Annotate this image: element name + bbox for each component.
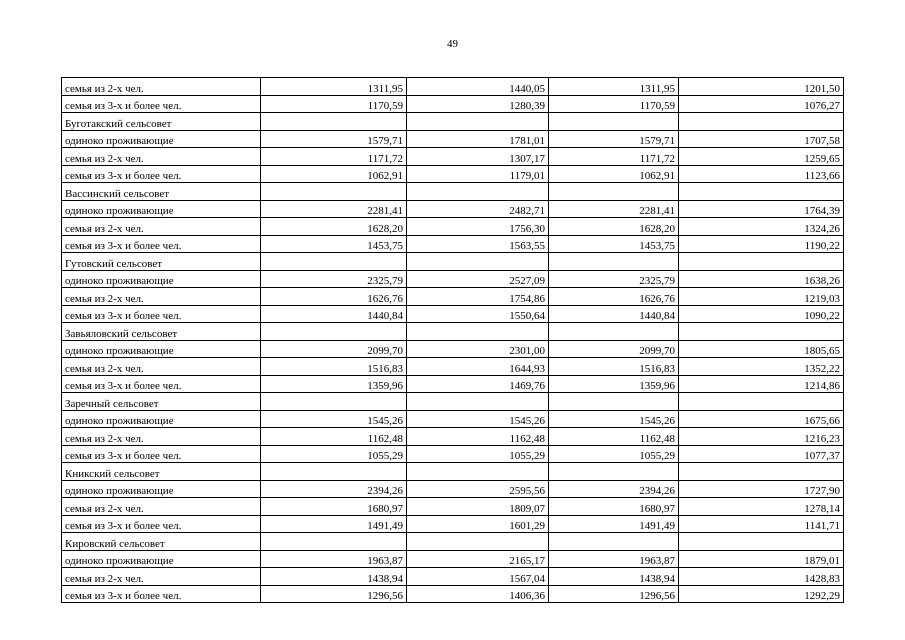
row-label: Кировский сельсовет [62, 533, 261, 551]
value-cell-col-1: 1311,95 [261, 78, 407, 96]
row-label: семья из 3-х и более чел. [62, 375, 261, 393]
table-row [62, 515, 844, 533]
value-cell-col-4: 1727,90 [679, 480, 844, 498]
value-cell-col-4 [679, 323, 844, 341]
row-label: семья из 2-х чел. [62, 568, 261, 586]
row-label: семья из 2-х чел. [62, 288, 261, 306]
table-row [62, 148, 844, 166]
row-label: Вассинский сельсовет [62, 183, 261, 201]
value-cell-col-4: 1076,27 [679, 95, 844, 113]
value-cell-col-3: 1438,94 [549, 568, 679, 586]
value-cell-col-2: 1179,01 [407, 165, 549, 183]
value-cell-col-2: 2595,56 [407, 480, 549, 498]
value-cell-col-4: 1805,65 [679, 340, 844, 358]
value-cell-col-4: 1090,22 [679, 305, 844, 323]
row-label: семья из 2-х чел. [62, 358, 261, 376]
value-cell-col-2: 2527,09 [407, 270, 549, 288]
value-cell-col-1: 1628,20 [261, 218, 407, 236]
row-label: семья из 3-х и более чел. [62, 165, 261, 183]
value-cell-col-1 [261, 323, 407, 341]
table-row [62, 393, 844, 411]
value-cell-col-2: 1280,39 [407, 95, 549, 113]
value-cell-col-2 [407, 323, 549, 341]
table-row [62, 165, 844, 183]
value-cell-col-3: 1963,87 [549, 550, 679, 568]
value-cell-col-4 [679, 463, 844, 481]
value-cell-col-4: 1190,22 [679, 235, 844, 253]
value-cell-col-3 [549, 463, 679, 481]
value-cell-col-4: 1638,26 [679, 270, 844, 288]
value-cell-col-3: 2325,79 [549, 270, 679, 288]
value-cell-col-1: 1491,49 [261, 515, 407, 533]
value-cell-col-1: 1296,56 [261, 585, 407, 603]
table-row [62, 218, 844, 236]
value-cell-col-3 [549, 183, 679, 201]
row-label: семья из 3-х и более чел. [62, 585, 261, 603]
value-cell-col-3: 1359,96 [549, 375, 679, 393]
value-cell-col-4: 1201,50 [679, 78, 844, 96]
row-label: семья из 3-х и более чел. [62, 305, 261, 323]
table-row [62, 463, 844, 481]
value-cell-col-3: 1626,76 [549, 288, 679, 306]
table-row [62, 533, 844, 551]
row-label: Кникский сельсовет [62, 463, 261, 481]
row-label: одиноко проживающие [62, 270, 261, 288]
row-label: Заречный сельсовет [62, 393, 261, 411]
value-cell-col-2: 1469,76 [407, 375, 549, 393]
value-cell-col-2: 1307,17 [407, 148, 549, 166]
value-cell-col-1: 1440,84 [261, 305, 407, 323]
table-row [62, 445, 844, 463]
page-number: 49 [447, 38, 458, 50]
value-cell-col-3: 1170,59 [549, 95, 679, 113]
value-cell-col-3 [549, 393, 679, 411]
value-cell-col-4 [679, 533, 844, 551]
value-cell-col-4: 1324,26 [679, 218, 844, 236]
value-cell-col-1: 1579,71 [261, 130, 407, 148]
value-cell-col-3: 1440,84 [549, 305, 679, 323]
table-row [62, 358, 844, 376]
row-label: одиноко проживающие [62, 480, 261, 498]
value-cell-col-2: 1644,93 [407, 358, 549, 376]
value-cell-col-2 [407, 183, 549, 201]
row-label: семья из 2-х чел. [62, 218, 261, 236]
value-cell-col-1: 1359,96 [261, 375, 407, 393]
row-label: одиноко проживающие [62, 340, 261, 358]
table-row [62, 323, 844, 341]
value-cell-col-1: 1963,87 [261, 550, 407, 568]
row-label: семья из 2-х чел. [62, 498, 261, 516]
value-cell-col-1: 1453,75 [261, 235, 407, 253]
value-cell-col-2: 1567,04 [407, 568, 549, 586]
value-cell-col-4: 1077,37 [679, 445, 844, 463]
value-cell-col-4: 1707,58 [679, 130, 844, 148]
value-cell-col-2: 1756,30 [407, 218, 549, 236]
value-cell-col-2: 2165,17 [407, 550, 549, 568]
table-row [62, 340, 844, 358]
value-cell-col-2 [407, 253, 549, 271]
value-cell-col-1: 1545,26 [261, 410, 407, 428]
value-cell-col-2: 2301,00 [407, 340, 549, 358]
value-cell-col-4: 1879,01 [679, 550, 844, 568]
table-row [62, 113, 844, 131]
table-row [62, 253, 844, 271]
table-row [62, 200, 844, 218]
value-cell-col-3: 2394,26 [549, 480, 679, 498]
value-cell-col-2: 1809,07 [407, 498, 549, 516]
table-row [62, 498, 844, 516]
value-cell-col-1: 1626,76 [261, 288, 407, 306]
value-cell-col-3 [549, 113, 679, 131]
value-cell-col-4: 1216,23 [679, 428, 844, 446]
row-label: семья из 3-х и более чел. [62, 445, 261, 463]
value-cell-col-1: 1680,97 [261, 498, 407, 516]
value-cell-col-4: 1214,86 [679, 375, 844, 393]
value-cell-col-3: 1296,56 [549, 585, 679, 603]
value-cell-col-4: 1292,29 [679, 585, 844, 603]
row-label: Гутовский сельсовет [62, 253, 261, 271]
row-label: одиноко проживающие [62, 200, 261, 218]
value-cell-col-2 [407, 533, 549, 551]
table-row [62, 568, 844, 586]
value-cell-col-2: 1162,48 [407, 428, 549, 446]
value-cell-col-1: 1516,83 [261, 358, 407, 376]
value-cell-col-3: 1516,83 [549, 358, 679, 376]
value-cell-col-1: 1438,94 [261, 568, 407, 586]
value-cell-col-1: 1162,48 [261, 428, 407, 446]
value-cell-col-2: 1055,29 [407, 445, 549, 463]
value-cell-col-4: 1219,03 [679, 288, 844, 306]
row-label: семья из 3-х и более чел. [62, 95, 261, 113]
value-cell-col-2: 1601,29 [407, 515, 549, 533]
row-label: семья из 2-х чел. [62, 428, 261, 446]
value-cell-col-4: 1141,71 [679, 515, 844, 533]
value-cell-col-3: 1680,97 [549, 498, 679, 516]
value-cell-col-1 [261, 463, 407, 481]
value-cell-col-1: 1062,91 [261, 165, 407, 183]
value-cell-col-3 [549, 323, 679, 341]
value-cell-col-1: 1171,72 [261, 148, 407, 166]
table-row [62, 375, 844, 393]
value-cell-col-2 [407, 463, 549, 481]
table-row [62, 95, 844, 113]
value-cell-col-2 [407, 393, 549, 411]
row-label: Завьяловский сельсовет [62, 323, 261, 341]
row-label: семья из 2-х чел. [62, 148, 261, 166]
value-cell-col-2: 1781,01 [407, 130, 549, 148]
value-cell-col-4: 1764,39 [679, 200, 844, 218]
value-cell-col-3: 1171,72 [549, 148, 679, 166]
value-cell-col-2: 1754,86 [407, 288, 549, 306]
table-row [62, 78, 844, 96]
table-body [62, 78, 844, 603]
row-label: одиноко проживающие [62, 130, 261, 148]
value-cell-col-1 [261, 253, 407, 271]
value-cell-col-4: 1278,14 [679, 498, 844, 516]
value-cell-col-4 [679, 183, 844, 201]
row-label: семья из 2-х чел. [62, 78, 261, 96]
table-row [62, 550, 844, 568]
row-label: семья из 3-х и более чел. [62, 235, 261, 253]
value-cell-col-3: 1628,20 [549, 218, 679, 236]
value-cell-col-4: 1428,83 [679, 568, 844, 586]
row-label: одиноко проживающие [62, 550, 261, 568]
value-cell-col-3: 1062,91 [549, 165, 679, 183]
value-cell-col-1 [261, 533, 407, 551]
value-cell-col-4 [679, 113, 844, 131]
table-row [62, 585, 844, 603]
table-row [62, 183, 844, 201]
value-cell-col-4 [679, 393, 844, 411]
value-cell-col-2: 1550,64 [407, 305, 549, 323]
row-label: семья из 3-х и более чел. [62, 515, 261, 533]
row-label: Буготакский сельсовет [62, 113, 261, 131]
value-cell-col-2: 2482,71 [407, 200, 549, 218]
table-row [62, 270, 844, 288]
table-row [62, 428, 844, 446]
value-cell-col-3: 1545,26 [549, 410, 679, 428]
value-cell-col-1: 2281,41 [261, 200, 407, 218]
value-cell-col-2: 1545,26 [407, 410, 549, 428]
value-cell-col-1: 2394,26 [261, 480, 407, 498]
value-cell-col-2 [407, 113, 549, 131]
value-cell-col-2: 1440,05 [407, 78, 549, 96]
table-row [62, 410, 844, 428]
value-cell-col-4: 1123,66 [679, 165, 844, 183]
value-cell-col-3: 1579,71 [549, 130, 679, 148]
data-table [61, 77, 844, 603]
value-cell-col-1: 1170,59 [261, 95, 407, 113]
value-cell-col-1 [261, 393, 407, 411]
table-row [62, 235, 844, 253]
value-cell-col-4: 1352,22 [679, 358, 844, 376]
value-cell-col-4: 1675,66 [679, 410, 844, 428]
value-cell-col-3: 1491,49 [549, 515, 679, 533]
value-cell-col-1: 2325,79 [261, 270, 407, 288]
value-cell-col-3 [549, 533, 679, 551]
value-cell-col-3: 1453,75 [549, 235, 679, 253]
value-cell-col-2: 1406,36 [407, 585, 549, 603]
table-row [62, 288, 844, 306]
table-row [62, 130, 844, 148]
value-cell-col-1: 1055,29 [261, 445, 407, 463]
value-cell-col-3: 2099,70 [549, 340, 679, 358]
value-cell-col-4: 1259,65 [679, 148, 844, 166]
value-cell-col-3: 2281,41 [549, 200, 679, 218]
value-cell-col-3: 1311,95 [549, 78, 679, 96]
value-cell-col-2: 1563,55 [407, 235, 549, 253]
value-cell-col-1 [261, 113, 407, 131]
value-cell-col-3: 1055,29 [549, 445, 679, 463]
table-row [62, 305, 844, 323]
value-cell-col-3: 1162,48 [549, 428, 679, 446]
value-cell-col-1: 2099,70 [261, 340, 407, 358]
table-row [62, 480, 844, 498]
value-cell-col-4 [679, 253, 844, 271]
row-label: одиноко проживающие [62, 410, 261, 428]
value-cell-col-3 [549, 253, 679, 271]
value-cell-col-1 [261, 183, 407, 201]
